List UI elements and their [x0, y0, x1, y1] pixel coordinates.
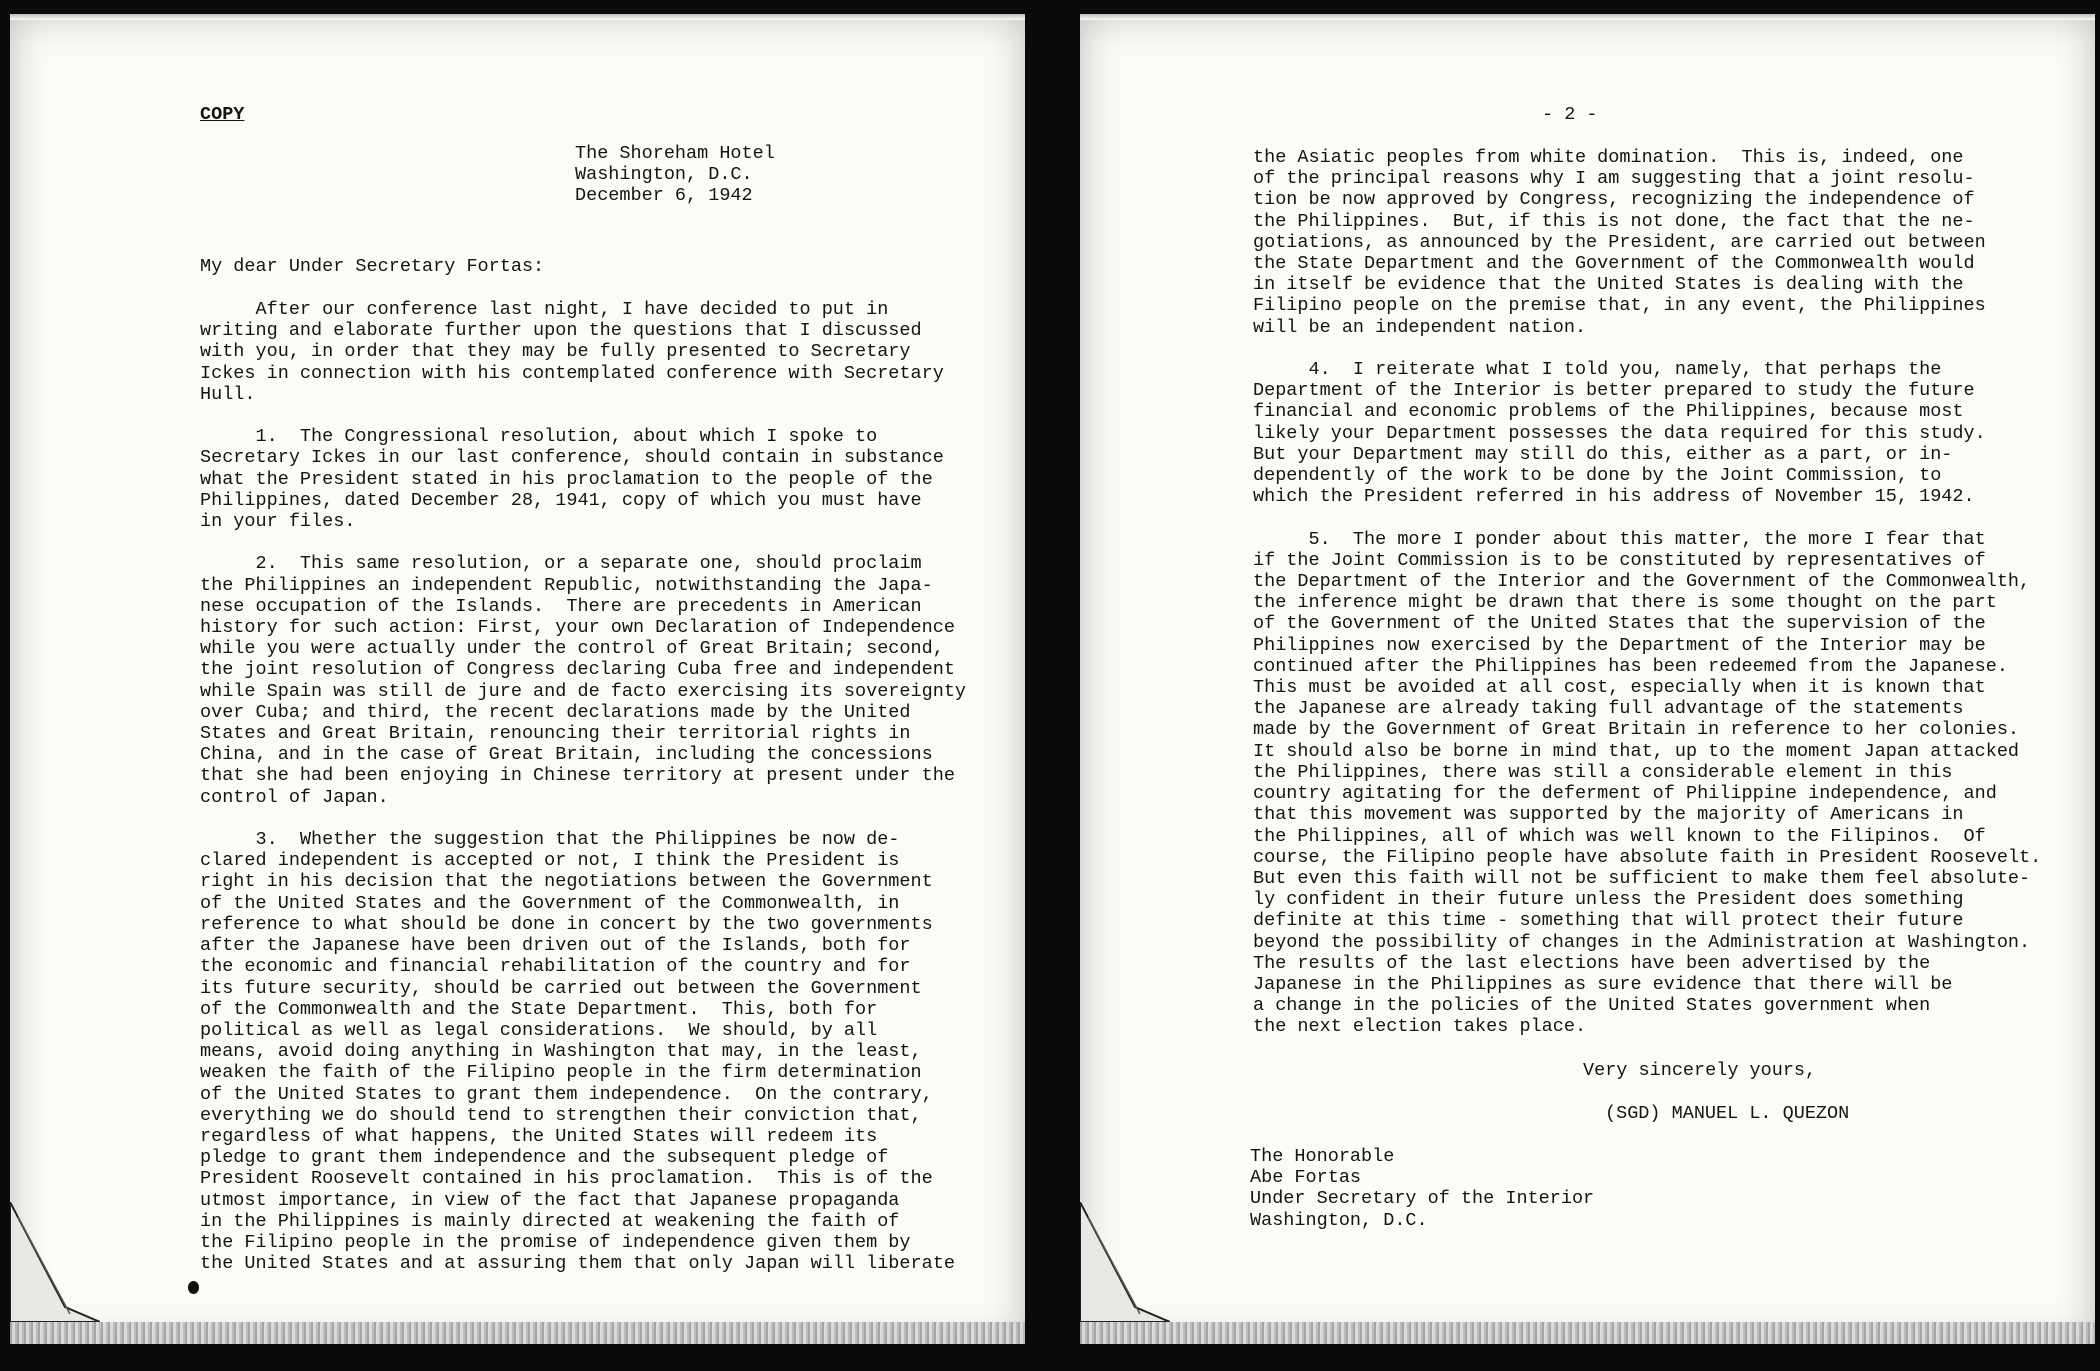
letter-page-1: [10, 14, 1025, 1344]
page-top-edge: [10, 14, 1025, 20]
letter-page-2: [1080, 14, 2095, 1344]
page-top-edge: [1080, 14, 2095, 20]
page-bottom-edge: [1080, 1322, 2095, 1344]
page-bottom-edge: [10, 1322, 1025, 1344]
complimentary-close: Very sincerely yours,: [1583, 1060, 1817, 1081]
page-number: - 2 -: [1542, 104, 1598, 125]
signature-line: (SGD) MANUEL L. QUEZON: [1605, 1103, 1850, 1124]
letter-body-page-2: the Asiatic peoples from white domination. This is, indeed, one of the principal reasons why I am suggesting that a joint resolu- tion be now approved by Congress, recognizing the independence of the Philippines. But, if this is not done, the fact that the ne- gotiations, as announced by the President, are carried out between the State Department and the Government of the Commonwealth would in itself be evidence that the United States is dealing with the Filipino people on the premise that, in any event, the Philippines will be an independent nation. 4. I reiterate what I told you, namely, that perhaps the Department of the Interior is better prepared to study the future financial and economic problems of the Philippines, because most likely your Department possesses the data required for this study. But your Department may still do this, either as a part, or in- dependently of the work to be done by the Joint Commission, to which the President referred in his address of November 15, 1942. 5. The more I ponder about this matter, the more I fear that if the Joint Commission is to be constituted by representatives of the Department of the Interior and the Government of the Commonwealth, the inference might be drawn that there is some thought on the part of the Government of the United States that the supervision of the Philippines now exercised by the Department of the Interior may be continued after the Philippines has been redeemed from the Japanese. This must be avoided at all cost, especially when it is known that the Japanese are already taking full advantage of the statements made by the Government of Great Britain in reference to her colonies. It should also be borne in mind that, up to the moment Japan attacked the Philippines, there was still a considerable element in this country agitating for the deferment of Philippine independence, and that this movement was supported by the majority of Americans in the Philippines, all of which was well known to the Filipinos. Of course, the Filipino people have absolute faith in President Roosevelt. But even this faith will not be sufficient to make them feel absolute- ly confident in their future unless the President does something definite at this time - something that will protect their future beyond the possibility of changes in the Administration at Washington. The results of the last elections have been advertised by the Japanese in the Philippines as sure evidence that there will be a change in the policies of the United States government when the next election takes place.: [1253, 147, 2042, 1038]
sender-address-date: The Shoreham Hotel Washington, D.C. December 6, 1942: [575, 143, 775, 207]
ink-blot: [188, 1281, 199, 1294]
folded-corner-icon: [10, 1202, 100, 1322]
addressee-block: The Honorable Abe Fortas Under Secretary of the Interior Washington, D.C.: [1250, 1146, 1595, 1231]
folded-corner-icon: [1080, 1202, 1170, 1322]
salutation: My dear Under Secretary Fortas:: [200, 256, 545, 277]
copy-label: COPY: [200, 104, 245, 125]
letter-body-page-1: After our conference last night, I have decided to put in writing and elaborate further upon the questions that I discussed with you, in order that they may be fully presented to Secretary Ickes in connection with his contemplated conference with Secretary Hull. 1. The Congressional resolution, about which I spoke to Secretary Ickes in our last conference, should contain in substance what the President stated in his proclamation to the people of the Philippines, dated December 28, 1941, copy of which you must have in your files. 2. This same resolution, or a separate one, should proclaim the Philippines an independent Republic, notwithstanding the Japa- nese occupation of the Islands. There are precedents in American history for such action: First, your own Declaration of Independence while you were actually under the control of Great Britain; second, the joint resolution of Congress declaring Cuba free and independent while Spain was still de jure and de facto exercising its sovereignty over Cuba; and third, the recent declarations made by the United States and Great Britain, renouncing their territorial rights in China, and in the case of Great Britain, including the concessions that she had been enjoying in Chinese territory at present under the control of Japan. 3. Whether the suggestion that the Philippines be now de- clared independent is accepted or not, I think the President is right in his decision that the negotiations between the Government of the United States and the Government of the Commonwealth, in reference to what should be done in concert by the two governments after the Japanese have been driven out of the Islands, both for the economic and financial rehabilitation of the country and for its future security, should be carried out between the Government of the Commonwealth and the State Department. This, both for political as well as legal considerations. We should, by all means, avoid doing anything in Washington that may, in the least, weaken the faith of the Filipino people in the firm determination of the United States to grant them independence. On the contrary, everything we do should tend to strengthen their conviction that, regardless of what happens, the United States will redeem its pledge to grant them independence and the subsequent pledge of President Roosevelt contained in his proclamation. This is of the utmost importance, in view of the fact that Japanese propaganda in the Philippines is mainly directed at weakening the faith of the Filipino people in the promise of independence given them by the United States and at assuring them that only Japan will liberate: [200, 299, 967, 1275]
